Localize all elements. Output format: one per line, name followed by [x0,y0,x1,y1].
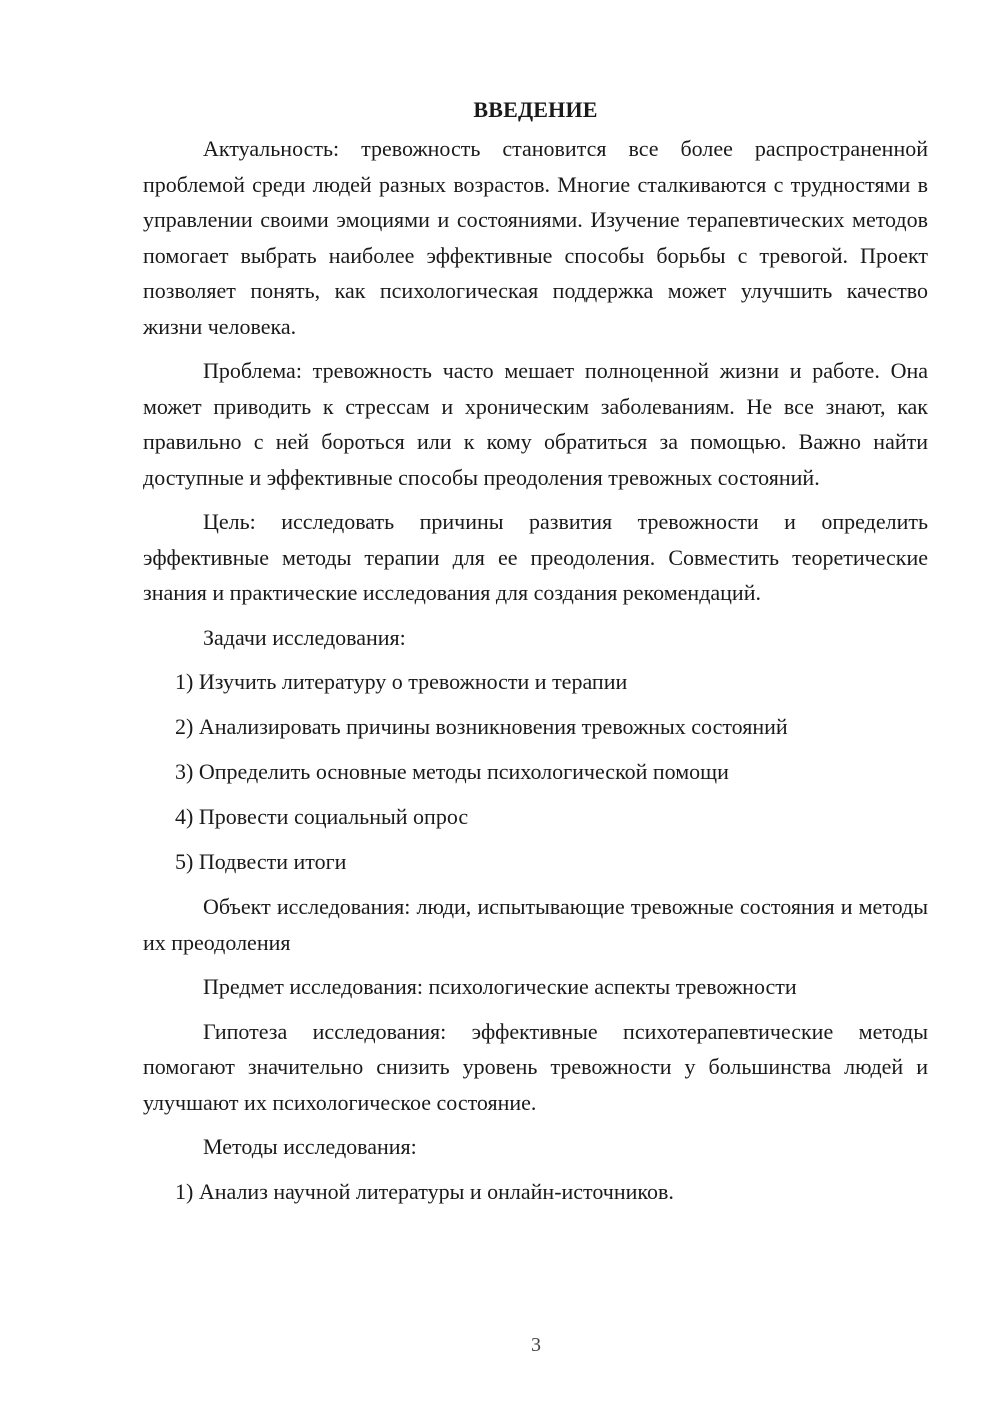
paragraph-subject: Предмет исследования: психологические аспекты тревожности [203,974,797,999]
list-item: 3) Определить основные методы психологической помощи [175,759,729,784]
list-item: 5) Подвести итоги [175,849,347,874]
list-item: 2) Анализировать причины возникновения тревожных состояний [175,714,788,739]
section-title: ВВЕДЕНИЕ [473,97,598,122]
tasks-heading: Задачи исследования: [203,624,406,650]
paragraph-problem: Проблема: тревожность часто мешает полноценной жизни и работе. Она может приводить к стрессам и хроническим заболеваниям. Не все знают, как правильно с ней бороться или к кому обратиться за помощью. Важно найти доступные и эффективные способы преодоления тревожных состояний. [143,358,928,490]
tasks-list [143,664,928,880]
methods-list [143,1174,928,1210]
paragraph-relevance: Актуальность: тревожность становится все более распространенной проблемой среди людей разных возрастов. Многие сталкиваются с трудностями в управлении своими эмоциями и состояниями. Изучение терапевтических методов помогает выбрать наиболее эффективные способы борьбы с тревогой. Проект позволяет понять, как психологическая поддержка может улучшить качество жизни человека. [143,136,928,339]
list-item: 1) Изучить литературу о тревожности и терапии [175,669,628,694]
page-number: 3 [531,1334,541,1356]
paragraph-goal: Цель: исследовать причины развития тревожности и определить эффективные методы терапии для ее преодоления. Совместить теоретические знания и практические исследования для создания рекомендаций. [143,509,928,605]
paragraph-hypothesis: Гипотеза исследования: эффективные психотерапевтические методы помогают значительно снизить уровень тревожности у большинства людей и улучшают их психологическое состояние. [143,1018,928,1115]
list-item: 1) Анализ научной литературы и онлайн-источников. [175,1178,674,1204]
paragraph-object: Объект исследования: люди, испытывающие тревожные состояния и методы их преодоления [143,894,928,955]
methods-heading: Методы исследования: [203,1134,417,1159]
list-item: 4) Провести социальный опрос [175,804,469,829]
page-content [143,92,928,1219]
